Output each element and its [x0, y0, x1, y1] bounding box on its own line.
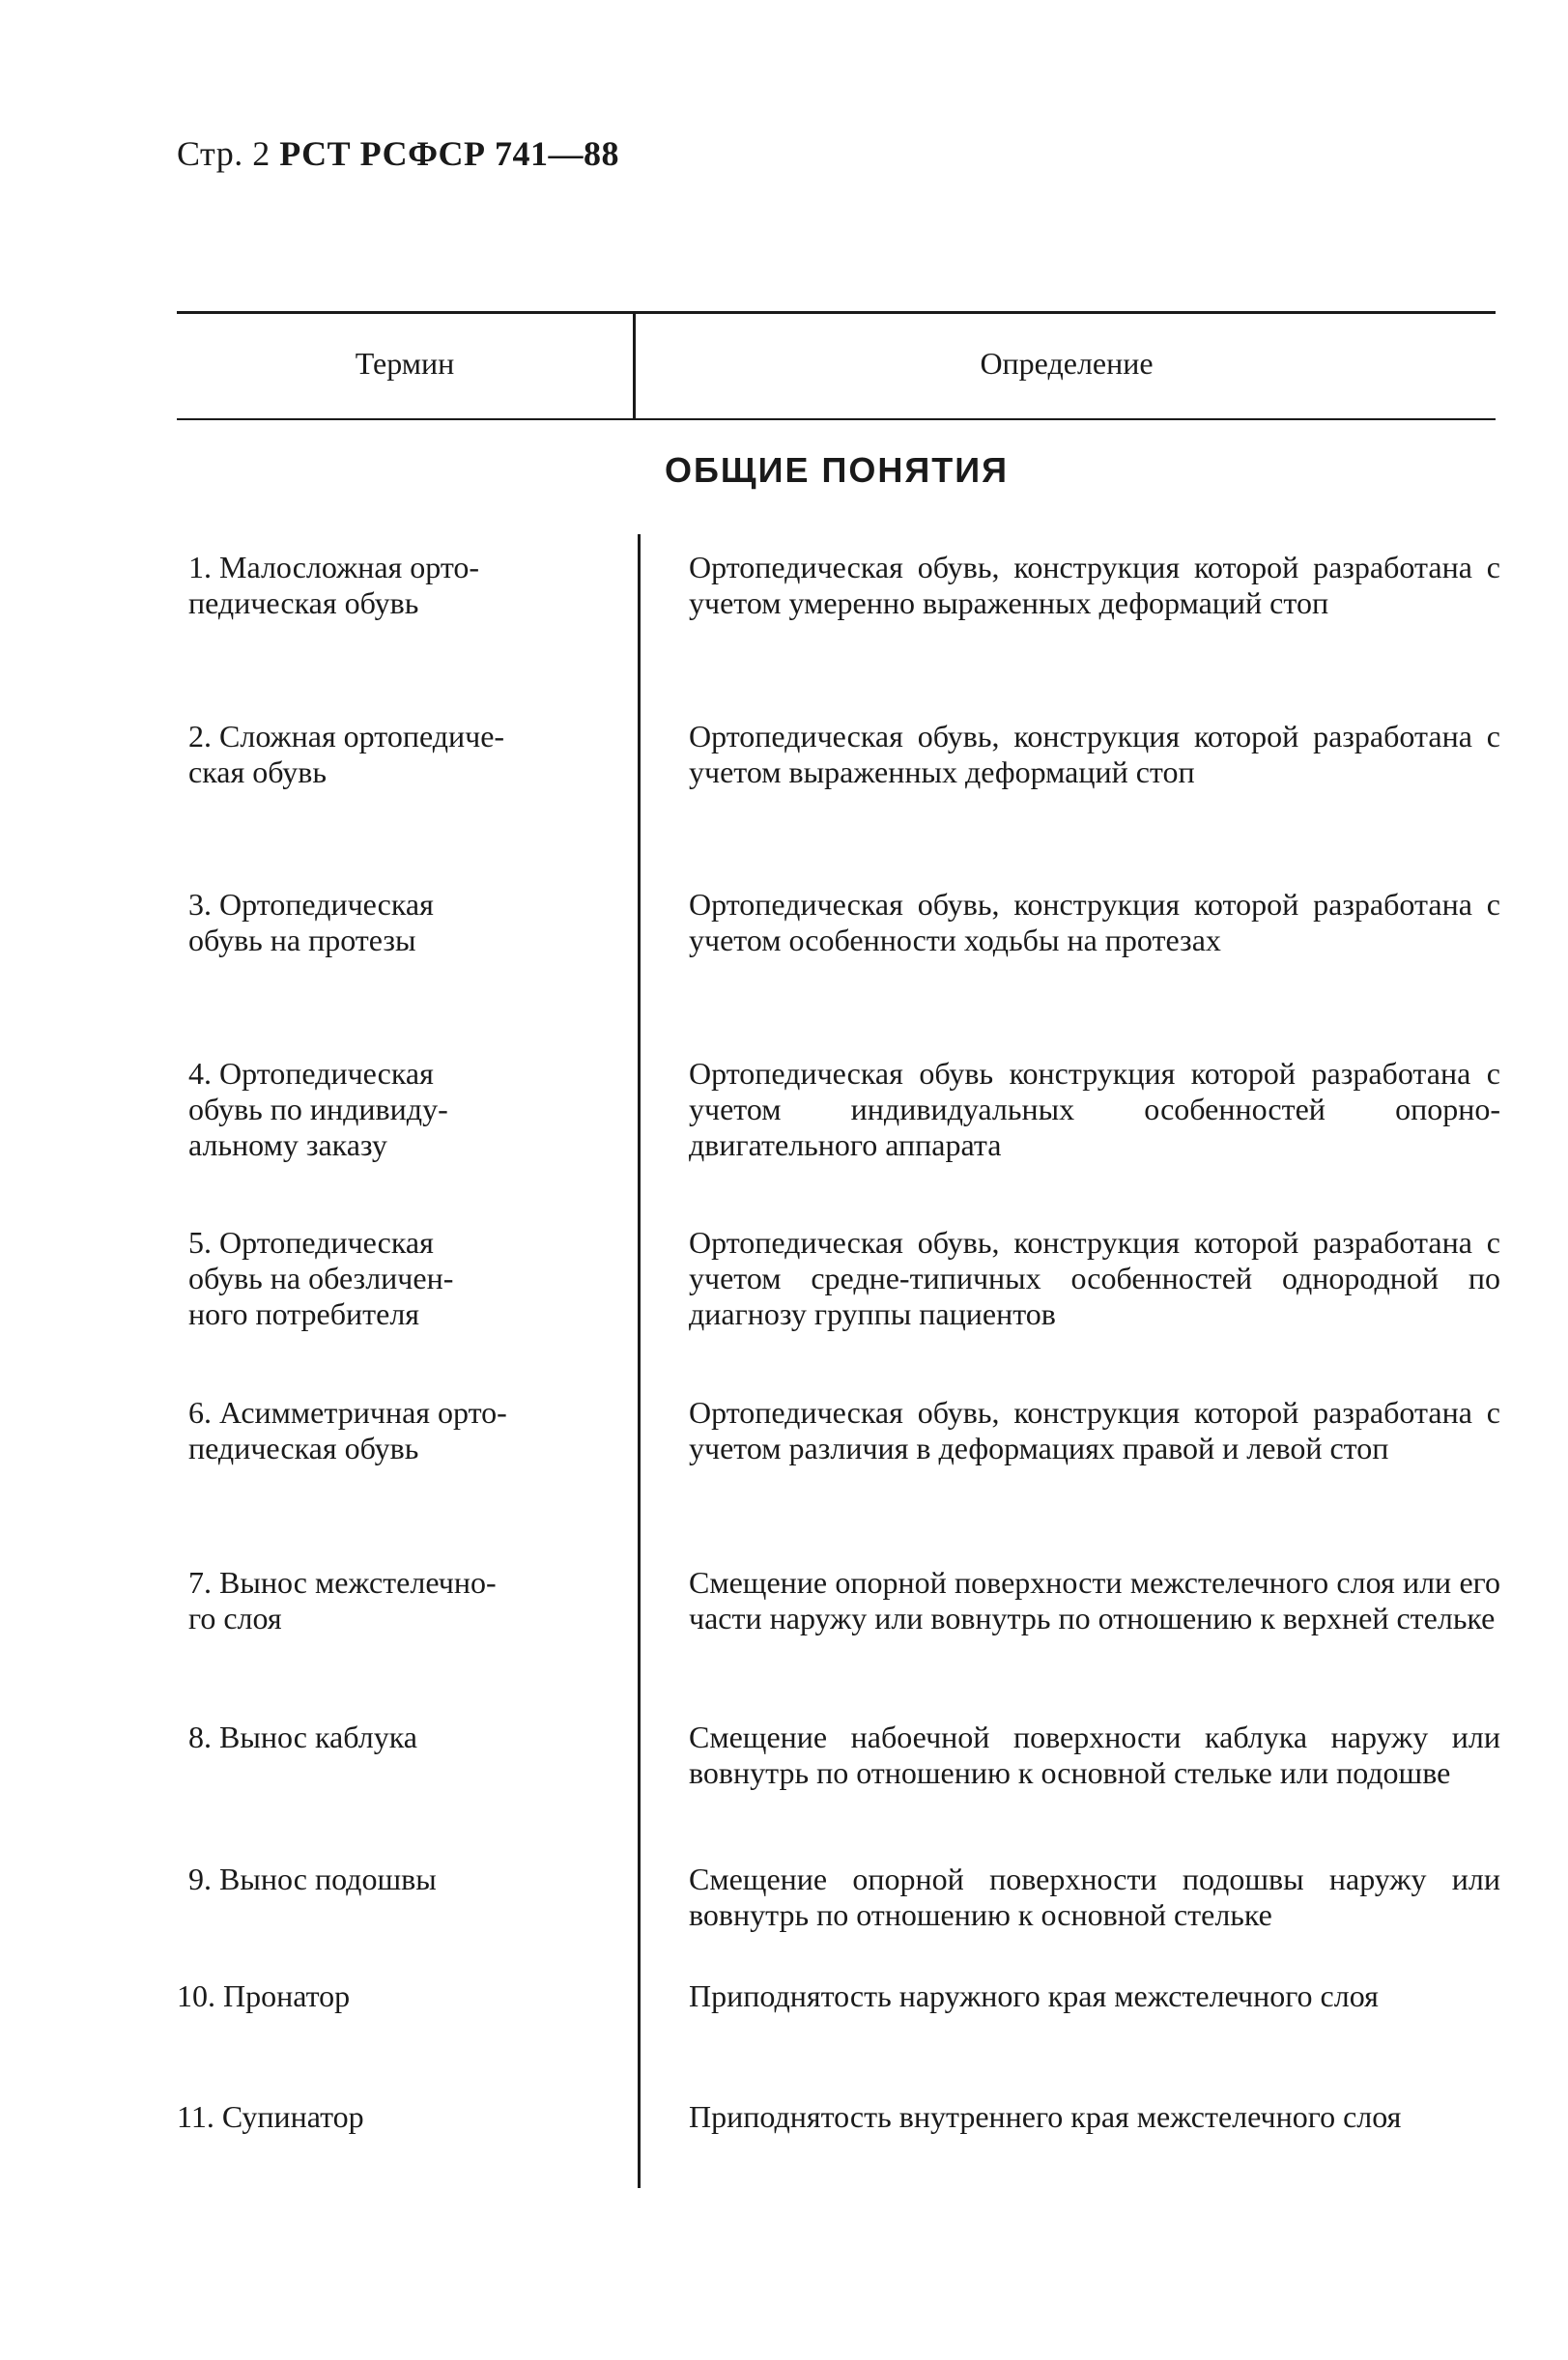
- definition-3: Ортопедическая обувь, конструкция которой разработана с учетом особенности ходьбы на протезах: [689, 887, 1500, 957]
- term-4: 4. Ортопедическая обувь по индивиду- альному заказу: [188, 1056, 448, 1162]
- section-title: ОБЩИЕ ПОНЯТИЯ: [665, 450, 1009, 490]
- term-10: 10. Пронатор: [177, 1978, 351, 2013]
- definition-8: Смещение набоечной поверхности каблука наружу или вовнутрь по отношению к основной стельке или подошве: [689, 1720, 1500, 1790]
- header-bottom-rule: [177, 418, 1496, 420]
- definition-5: Ортопедическая обувь, конструкция которой разработана с учетом средне-типичных особенностей однородной по диагнозу группы пациентов: [689, 1225, 1500, 1331]
- page-number: Стр. 2: [177, 134, 271, 173]
- page-header: [177, 133, 619, 174]
- column-header-definition: Определение: [980, 346, 1154, 381]
- definition-11: Приподнятость внутреннего края межстелечного слоя: [689, 2099, 1402, 2134]
- header-column-divider: [633, 311, 636, 418]
- body-column-divider: [638, 534, 641, 2188]
- standard-code: РСТ РСФСР 741—88: [279, 134, 619, 173]
- definition-2: Ортопедическая обувь, конструкция которой разработана с учетом выраженных деформаций стоп: [689, 719, 1500, 789]
- table-top-rule: [177, 311, 1496, 314]
- definition-4: Ортопедическая обувь конструкция которой разработана с учетом индивидуальных особенностей опорно-двигательного аппарата: [689, 1056, 1500, 1162]
- definition-1: Ортопедическая обувь, конструкция которой разработана с учетом умеренно выраженных деформаций стоп: [689, 550, 1500, 620]
- term-1: 1. Малосложная орто- педическая обувь: [188, 550, 480, 620]
- column-header-term: Термин: [355, 346, 455, 381]
- term-8: 8. Вынос каблука: [188, 1720, 417, 1754]
- term-3: 3. Ортопедическая обувь на протезы: [188, 887, 434, 957]
- definition-6: Ортопедическая обувь, конструкция которой разработана с учетом различия в деформациях правой и левой стоп: [689, 1395, 1500, 1465]
- term-5: 5. Ортопедическая обувь на обезличен- ного потребителя: [188, 1225, 454, 1331]
- term-7: 7. Вынос межстелечно- го слоя: [188, 1565, 497, 1635]
- term-6: 6. Асимметричная орто- педическая обувь: [188, 1395, 507, 1465]
- term-11: 11. Супинатор: [177, 2099, 364, 2134]
- term-9: 9. Вынос подошвы: [188, 1862, 437, 1896]
- definition-10: Приподнятость наружного края межстелечного слоя: [689, 1978, 1379, 2013]
- definition-9: Смещение опорной поверхности подошвы наружу или вовнутрь по отношению к основной стельке: [689, 1862, 1500, 1932]
- definition-7: Смещение опорной поверхности межстелечного слоя или его части наружу или вовнутрь по отношению к верхней стельке: [689, 1565, 1500, 1635]
- term-2: 2. Сложная ортопедиче- ская обувь: [188, 719, 505, 789]
